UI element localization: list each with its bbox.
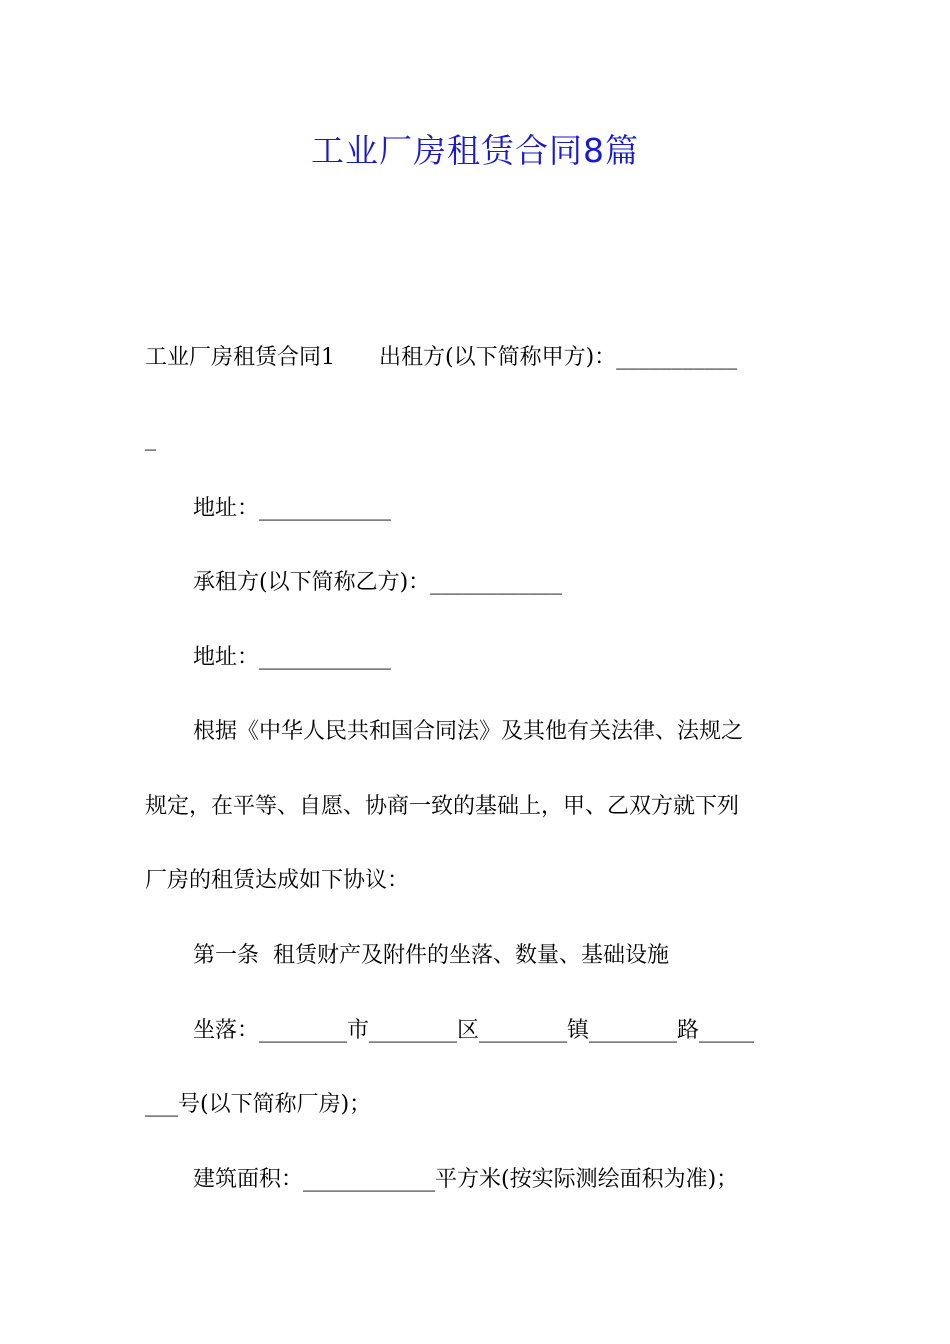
building-area-line: 建筑面积：____________平方米(按实际测绘面积为准)； xyxy=(193,1167,739,1192)
paragraph-basis-line-1: 根据《中华人民共和国合同法》及其他有关法律、法规之 xyxy=(193,719,744,744)
paragraph-basis-line-2: 规定，在平等、自愿、协商一致的基础上，甲、乙双方就下列 xyxy=(145,794,740,819)
lessee-address-line: 地址：____________ xyxy=(193,645,392,670)
lessee-line: 承租方(以下简称乙方)：____________ xyxy=(193,570,563,595)
location-line-1: 坐落：________市________区________镇________路_____ xyxy=(193,1018,755,1043)
article-1-heading: 第一条 租赁财产及附件的坐落、数量、基础设施 xyxy=(193,943,669,968)
location-line-2: ___号(以下简称厂房)； xyxy=(145,1092,372,1117)
document-title: 工业厂房租赁合同8篇 xyxy=(311,131,639,170)
paragraph-basis-line-3: 厂房的租赁达成如下协议： xyxy=(145,868,410,893)
contract-heading-lessor-line: 工业厂房租赁合同1 出租方(以下简称甲方)：___________ xyxy=(145,345,738,370)
lessor-address-line: 地址：____________ xyxy=(193,496,392,521)
lessor-blank-continuation: _ xyxy=(145,426,156,451)
